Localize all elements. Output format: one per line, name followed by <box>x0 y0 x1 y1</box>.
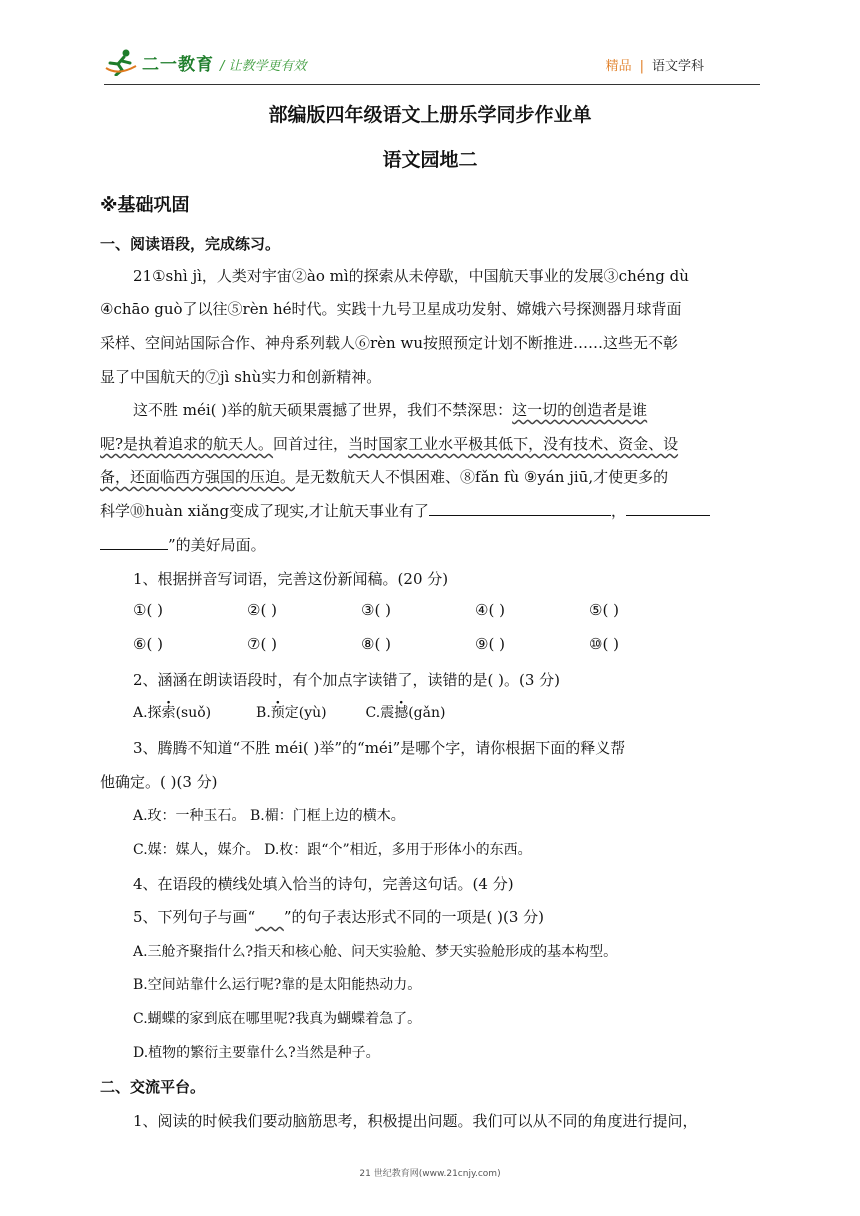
answer-slot[interactable]: ①( ) <box>133 601 163 619</box>
wavy-sentence: 这一切的创造者是谁 <box>512 401 648 419</box>
answer-row <box>133 601 703 619</box>
wavy-sample <box>255 908 284 926</box>
passage-line <box>100 466 668 488</box>
badge-label: 精品 <box>605 59 632 74</box>
question-1-3-options: A.玫：一种玉石。 B.楣：门框上边的横木。 <box>133 808 405 824</box>
answer-slot[interactable]: ⑦( ) <box>247 635 277 653</box>
answer-slot[interactable]: ⑩( ) <box>589 635 619 653</box>
page-subtitle: 语文园地二 <box>382 149 478 171</box>
question-2-heading: 二、交流平台。 <box>100 1078 206 1096</box>
passage-text: 科学⑩huàn xiǎng变成了现实,才让航天事业有了 <box>100 502 429 520</box>
question-1-3: 3、腾腾不知道“不胜 méi( )举”的“méi”是哪个字，请你根据下面的释义帮 <box>133 739 626 757</box>
answer-slot[interactable]: ②( ) <box>247 601 277 619</box>
passage-line <box>100 534 266 556</box>
question-1-1: 1、根据拼音写词语，完善这份新闻稿。(20 分) <box>133 570 449 588</box>
wavy-sentence: 呢?是执着追求的航天人。 <box>100 435 274 453</box>
option-a[interactable]: A.探索(suǒ) <box>133 705 212 721</box>
answer-slot[interactable]: ④( ) <box>475 601 505 619</box>
question-1-3: 他确定。( )(3 分) <box>100 773 218 791</box>
option-b[interactable]: B.空间站靠什么运行呢?靠的是太阳能热动力。 <box>133 977 422 993</box>
option-c[interactable]: C.蝴蝶的家到底在哪里呢?我真为蝴蝶着急了。 <box>133 1011 422 1027</box>
answer-row <box>133 635 703 653</box>
answer-slot[interactable]: ⑨( ) <box>475 635 505 653</box>
passage-line: 显了中国航天的⑦jì shù实力和创新精神。 <box>100 368 382 386</box>
wavy-sentence: 备，还面临西方强国的压迫。 <box>100 468 296 486</box>
answer-slot[interactable]: ⑥( ) <box>133 635 163 653</box>
wavy-sentence: 当时国家工业水平极其低下，没有技术、资金、设 <box>348 435 679 453</box>
section-basic: ※基础巩固 <box>100 195 190 216</box>
page-title: 部编版四年级语文上册乐学同步作业单 <box>268 104 592 126</box>
question-1-3-options: C.媒：媒人，媒介。 D.枚：跟“个”相近，多用于形体小的东西。 <box>133 842 532 858</box>
question-1-2: 2、涵涵在朗读语段时，有个加点字读错了，读错的是( )。(3 分) <box>133 671 561 689</box>
header-tag <box>606 55 704 74</box>
question-1-heading: 一、阅读语段，完成练习。 <box>100 235 281 253</box>
option-d[interactable]: D.植物的繁衍主要靠什么?当然是种子。 <box>133 1045 380 1061</box>
fill-blank[interactable] <box>100 535 168 550</box>
question-1-2-options <box>133 702 445 724</box>
runner-logo-icon <box>104 48 138 76</box>
answer-slot[interactable]: ⑤( ) <box>589 601 619 619</box>
answer-slot[interactable]: ③( ) <box>361 601 391 619</box>
passage-line <box>133 399 647 421</box>
passage-line <box>100 433 678 455</box>
option-c[interactable]: C.震撼(gǎn) <box>365 705 446 721</box>
passage-text: 回首过往， <box>273 435 349 453</box>
passage-line: ④chāo guò了以往⑤rèn hé时代。实践十九号卫星成功发射、嫦娥六号探测器月球背面 <box>100 300 682 318</box>
header-divider: | <box>639 59 644 74</box>
passage-line: 采样、空间站国际合作、神舟系列载人⑥rèn wu按照预定计划不断推进……这些无不彰 <box>100 334 678 352</box>
answer-slot[interactable]: ⑧( ) <box>361 635 391 653</box>
logo-text: 二一教育 <box>142 54 214 75</box>
question-2-1: 1、阅读的时候我们要动脑筋思考，积极提出问题。我们可以从不同的角度进行提问， <box>133 1112 698 1130</box>
question-1-4: 4、在语段的横线处填入恰当的诗句，完善这句话。(4 分) <box>133 875 514 893</box>
fill-blank[interactable] <box>429 501 611 516</box>
fill-blank[interactable] <box>626 501 710 516</box>
page-header <box>104 48 760 78</box>
logo <box>104 48 214 76</box>
question-1-5: 5、下列句子与画“ ”的句子表达形式不同的一项是( )(3 分) <box>133 908 544 926</box>
passage-text: 这不胜 méi( )举的航天硕果震撼了世界，我们不禁深思： <box>133 401 513 419</box>
slogan: / 让教学更有效 <box>220 59 307 74</box>
passage-text: 是无数航天人不惧困难、⑧fǎn fù ⑨yán jiū,才使更多的 <box>295 468 669 486</box>
option-a[interactable]: A.三舱齐聚指什么?指天和核心舱、问天实验舱、梦天实验舱形成的基本构型。 <box>133 944 618 960</box>
passage-line: 21①shì jì，人类对宇宙②ào mì的探索从未停歇，中国航天事业的发展③chéng dù <box>133 267 689 285</box>
subject-label: 语文学科 <box>651 59 704 74</box>
comma: ， <box>610 502 626 520</box>
page-footer: 21 世纪教育网(www.21cnjy.com) <box>359 1169 501 1179</box>
passage-text: ”的美好局面。 <box>168 536 266 554</box>
passage-line <box>100 500 710 522</box>
option-b[interactable]: B.预定(yù) <box>256 705 327 721</box>
header-rule <box>104 84 760 85</box>
